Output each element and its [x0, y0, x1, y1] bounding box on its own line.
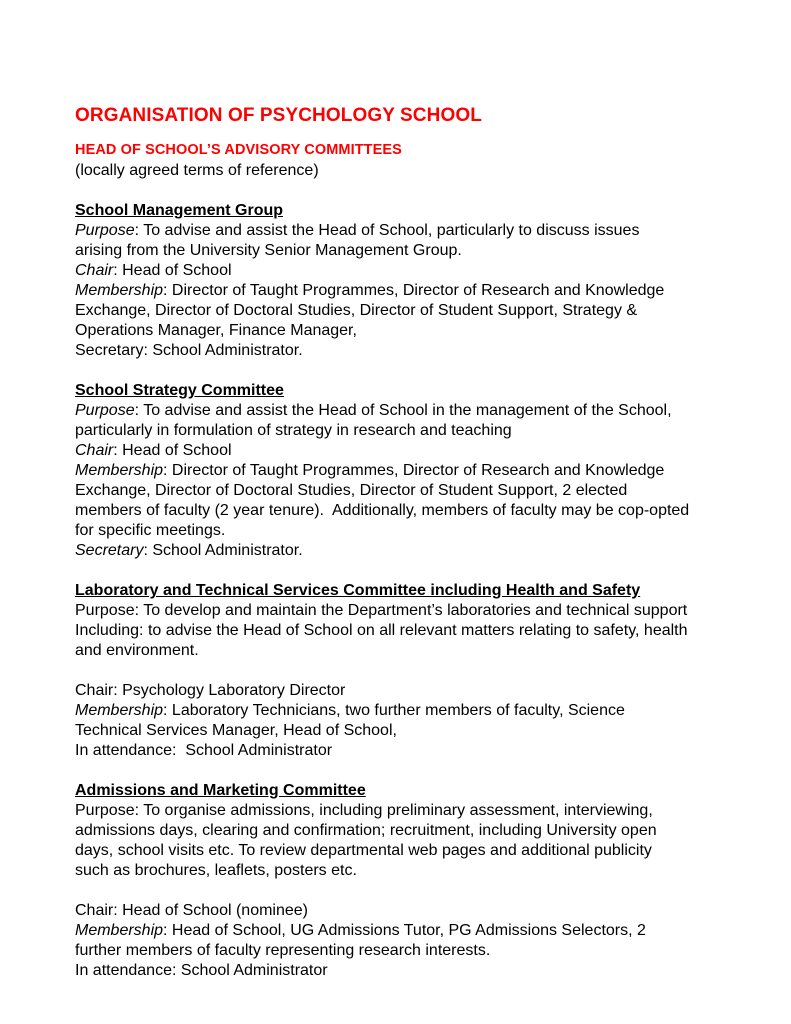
terms-of-reference-note: (locally agreed terms of reference) [75, 162, 319, 179]
detail-text: School Administrator. [152, 542, 303, 559]
paragraph-spacer [75, 661, 690, 681]
detail-label: Chair [75, 902, 114, 919]
detail-text: To develop and maintain the Department’s laboratories and technical support [143, 602, 688, 619]
detail-label: Chair [75, 682, 114, 699]
detail-separator: : [163, 462, 172, 479]
committee-heading: School Management Group [75, 202, 284, 219]
paragraph-spacer [75, 881, 690, 901]
committee-detail-line [75, 601, 690, 621]
detail-label: Secretary [75, 542, 144, 559]
detail-text: Head of School, UG Admissions Tutor, PG Admissions Selectors, 2 further members of faculty representing research interests. [75, 922, 651, 959]
committee-detail-line [75, 901, 690, 921]
detail-text: To advise and assist the Head of School, particularly to discuss issues arising from the University Senior Management Group. [75, 222, 644, 259]
detail-text: Director of Taught Programmes, Director of Research and Knowledge Exchange, Director of Doctoral Studies, Director of Student Support, 2 elected members of faculty (2 year tenure). Additionally, members of faculty may be cop-opted for specific meetings. [75, 462, 694, 539]
committee-detail-line [75, 341, 690, 361]
detail-separator: : [134, 602, 144, 619]
committee-heading: Laboratory and Technical Services Committee including Health and Safety [75, 582, 641, 599]
committee-detail-line [75, 221, 690, 261]
detail-label: Membership [75, 462, 164, 479]
detail-label: Membership [75, 922, 164, 939]
page-title: ORGANISATION OF PSYCHOLOGY SCHOOL [75, 105, 482, 126]
committee-detail-line [75, 461, 694, 541]
detail-label: In attendance [75, 962, 172, 979]
detail-separator: : [139, 622, 148, 639]
detail-separator: : [143, 342, 153, 359]
detail-separator: : [113, 442, 123, 459]
detail-separator: : [143, 542, 153, 559]
detail-text: Head of School [122, 262, 232, 279]
detail-label: Chair [75, 442, 114, 459]
detail-separator: : [163, 702, 172, 719]
committee-detail-line [75, 441, 690, 461]
committee-heading: Admissions and Marketing Committee [75, 782, 366, 799]
committee-section [75, 381, 694, 561]
detail-label: In attendance [75, 742, 172, 759]
committee-detail-line [75, 681, 690, 701]
committee-detail-line [75, 541, 690, 561]
committee-detail-line [75, 261, 690, 281]
detail-separator: : [171, 962, 181, 979]
committee-detail-line [75, 921, 690, 961]
committee-detail-line [75, 801, 690, 881]
committee-sections [75, 201, 694, 981]
detail-text: Laboratory Technicians, two further members of faculty, Science Technical Services Manager, Head of School, [75, 702, 630, 739]
detail-separator: : [163, 922, 172, 939]
detail-label: Chair [75, 262, 114, 279]
detail-separator: : [134, 802, 144, 819]
detail-label: Purpose [75, 602, 135, 619]
detail-text: School Administrator. [152, 342, 303, 359]
detail-separator: : [171, 742, 186, 759]
detail-separator: : [134, 222, 144, 239]
committee-section [75, 201, 690, 361]
committee-detail-line [75, 961, 690, 981]
committee-detail-line [75, 401, 690, 441]
page-subtitle: HEAD OF SCHOOL’S ADVISORY COMMITTEES [75, 142, 402, 158]
detail-text: Head of School (nominee) [122, 902, 309, 919]
detail-label: Membership [75, 702, 164, 719]
committee-detail-line [75, 741, 690, 761]
detail-text: School Administrator [180, 962, 328, 979]
detail-label: Secretary [75, 342, 144, 359]
document-body [75, 104, 694, 1001]
detail-separator: : [134, 402, 144, 419]
detail-label: Purpose [75, 402, 135, 419]
detail-text: Head of School [122, 442, 232, 459]
committee-section [75, 781, 690, 981]
detail-label: Membership [75, 282, 164, 299]
detail-text: To organise admissions, including preliminary assessment, interviewing, admissions days, clearing and confirmation; recruitment, including University open days, school visits etc. To review departmental web pages and additional publicity such as brochures, leaflets, posters etc. [75, 802, 662, 879]
detail-label: Including [75, 622, 140, 639]
detail-separator: : [113, 902, 123, 919]
detail-label: Purpose [75, 222, 135, 239]
committee-detail-line [75, 281, 690, 341]
detail-separator: : [163, 282, 172, 299]
committee-detail-line [75, 701, 690, 741]
committee-heading-row [75, 381, 690, 401]
committee-heading-row [75, 581, 690, 601]
committee-section [75, 581, 690, 761]
committee-heading: School Strategy Committee [75, 382, 284, 399]
detail-separator: : [113, 262, 123, 279]
detail-text: Director of Taught Programmes, Director of Research and Knowledge Exchange, Director of Doctoral Studies, Director of Student Support, Strategy & Operations Manager, Finance Manager, [75, 282, 669, 339]
committee-detail-line [75, 621, 690, 661]
committee-heading-row [75, 781, 690, 801]
detail-separator: : [113, 682, 123, 699]
detail-text: Psychology Laboratory Director [122, 682, 346, 699]
committee-heading-row [75, 201, 690, 221]
detail-text: to advise the Head of School on all relevant matters relating to safety, health and environment. [75, 622, 692, 659]
detail-text: To advise and assist the Head of School in the management of the School, particularly in formulation of strategy in research and teaching [75, 402, 676, 439]
detail-label: Purpose [75, 802, 135, 819]
detail-text: School Administrator [185, 742, 333, 759]
